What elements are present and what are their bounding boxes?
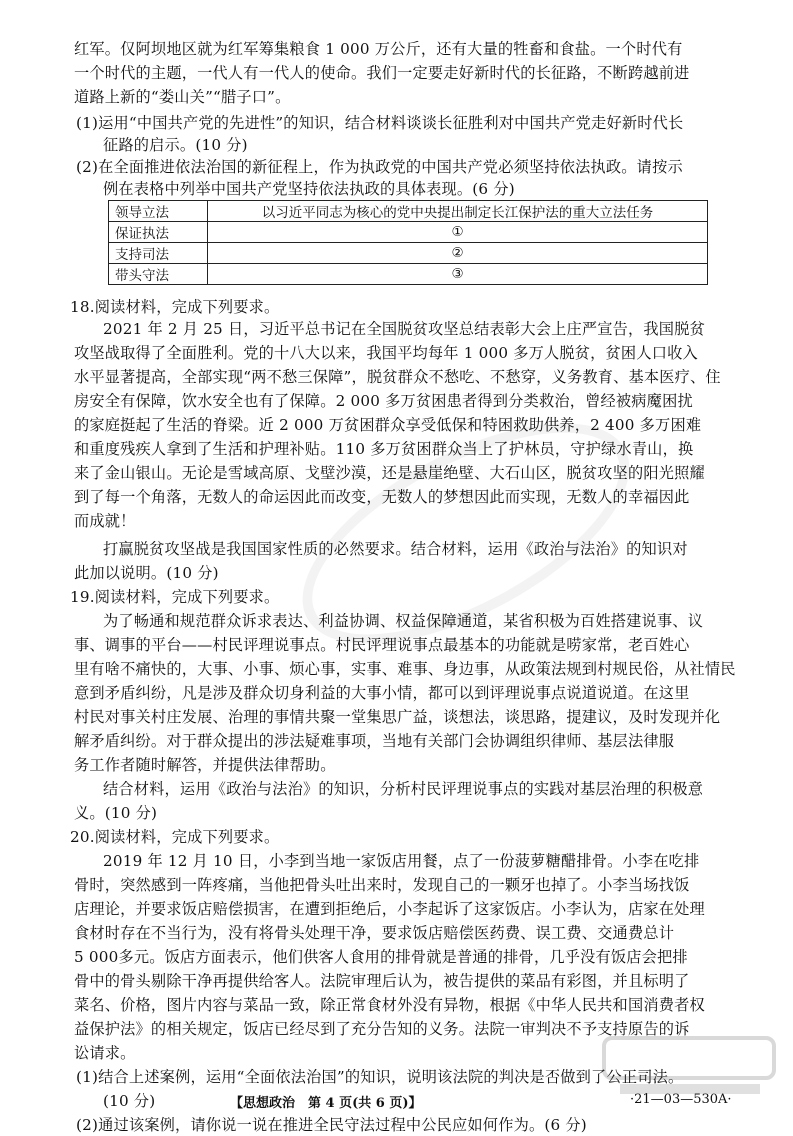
text-line: 2019 年 12 月 10 日，小李到当地一家饭店用餐，点了一份菠萝糖醋排骨。小李在吃排: [103, 852, 700, 870]
table-row: [109, 243, 708, 264]
table-row: [109, 222, 708, 243]
text-line: 食材时存在不当行为，没有将骨头处理干净，要求饭店赔偿医药费、误工费、交通费总计: [74, 924, 675, 942]
text-line: 骨时，突然感到一阵疼痛，当他把骨头吐出来时，发现自己的一颗牙也掉了。小李当场找饭: [74, 876, 690, 894]
text-line: 道路上新的“娄山关”“腊子口”。: [74, 88, 291, 106]
table-cell-value: ②: [208, 243, 708, 264]
text-line: 结合材料，运用《政治与法治》的知识，分析村民评理说事点的实践对基层治理的积极意: [103, 780, 704, 798]
question-heading: 18.阅读材料，完成下列要求。: [70, 298, 280, 316]
text-line: 骨中的骨头剔除干净再提供给客人。法院审理后认为，被告提供的菜品有彩图，并且标明了: [74, 972, 690, 990]
text-line: 为了畅通和规范群众诉求表达、利益协调、权益保障通道，某省积极为百姓搭建说事、议: [103, 612, 704, 630]
text-line: (2)在全面推进依法治国的新征程上，作为执政党的中国共产党必须坚持依法执政。请按示: [76, 158, 683, 176]
text-line: 店理论，并要求饭店赔偿损害，在遭到拒绝后，小李起诉了这家饭店。小李认为，店家在处理: [74, 900, 705, 918]
text-line: 菜名、价格，图片内容与菜品一致，除正常食材外没有异物，根据《中华人民共和国消费者权: [74, 996, 705, 1014]
table-row: [109, 201, 708, 222]
footer-page-info: 【思想政治 第 4 页(共 6 页)】: [230, 1096, 422, 1111]
text-line: 例在表格中列举中国共产党坚持依法执政的具体表现。(6 分): [103, 180, 515, 198]
text-line: 和重度残疾人拿到了生活和护理补贴。110 多万贫困群众当上了护林员，守护绿水青山，换: [74, 440, 694, 458]
text-line: 的家庭挺起了生活的脊梁。近 2 000 万贫困群众享受低保和特困救助供养，2 400 多万困难: [74, 416, 702, 434]
text-line: 5 000多元。饭店方面表示，他们供客人食用的排骨就是普通的排骨，几乎没有饭店会把排: [74, 948, 688, 966]
text-line: 解矛盾纠纷。对于群众提出的涉法疑难事项，当地有关部门会协调组织律师、基层法律服: [74, 732, 675, 750]
text-line: 益保护法》的相关规定，饭店已经尽到了充分告知的义务。法院一审判决不予支持原告的诉: [74, 1020, 690, 1038]
table-cell-value: ③: [208, 264, 708, 285]
text-line: 房安全有保障，饮水安全也有了保障。2 000 多万贫困患者得到分类救治，曾经被病魔困扰: [74, 392, 693, 410]
question-heading: 20.阅读材料，完成下列要求。: [70, 828, 280, 846]
table-cell-label: 支持司法: [109, 243, 208, 264]
text-line: 里有啥不痛快的，大事、小事、烦心事，实事、难事、身边事，从政策法规到村规民俗，从社情民: [74, 660, 736, 678]
text-line: (10 分): [103, 1092, 156, 1110]
text-line: 意到矛盾纠纷，凡是涉及群众切身利益的大事小情，都可以到评理说事点说道说道。在这里: [74, 684, 690, 702]
text-line: 征路的启示。(10 分): [103, 136, 248, 154]
table-cell-value: ①: [208, 222, 708, 243]
text-line: 而成就！: [74, 512, 136, 530]
text-line: 讼请求。: [74, 1044, 136, 1062]
table-cell-label: 带头守法: [109, 264, 208, 285]
footer-code: ·21—03—530A·: [630, 1092, 732, 1107]
text-line: (1)结合上述案例，运用“全面依法治国”的知识，说明该法院的判决是否做到了公正司法。: [76, 1068, 684, 1086]
table-cell-value: 以习近平同志为核心的党中央提出制定长江保护法的重大立法任务: [208, 201, 708, 222]
rule-of-law-table: [108, 200, 708, 285]
text-line: 来了金山银山。无论是雪域高原、戈壁沙漠，还是悬崖绝壁、大石山区，脱贫攻坚的阳光照耀: [74, 464, 705, 482]
text-line: 到了每一个角落，无数人的命运因此而改变，无数人的梦想因此而实现，无数人的幸福因此: [74, 488, 690, 506]
text-line: (1)运用“中国共产党的先进性”的知识，结合材料谈谈长征胜利对中国共产党走好新时代长: [76, 114, 684, 132]
table-cell-label: 领导立法: [109, 201, 208, 222]
text-line: 一个时代的主题，一代人有一代人的使命。我们一定要走好新时代的长征路，不断跨越前进: [74, 64, 690, 82]
text-line: 务工作者随时解答，并提供法律帮助。: [74, 756, 336, 774]
text-line: (2)通过该案例，请你说一说在推进全民守法过程中公民应如何作为。(6 分): [76, 1116, 587, 1134]
text-line: 2021 年 2 月 25 日，习近平总书记在全国脱贫攻坚总结表彰大会上庄严宣告，我国脱贫: [103, 320, 705, 338]
table-row: [109, 264, 708, 285]
text-line: 打赢脱贫攻坚战是我国国家性质的必然要求。结合材料，运用《政治与法治》的知识对: [103, 540, 688, 558]
table-cell-label: 保证执法: [109, 222, 208, 243]
text-line: 攻坚战取得了全面胜利。党的十八大以来，我国平均每年 1 000 多万人脱贫，贫困人口收入: [74, 344, 698, 362]
text-line: 义。(10 分): [74, 804, 158, 822]
text-line: 水平显著提高，全部实现“两不愁三保障”，脱贫群众不愁吃、不愁穿，义务教育、基本医疗、住: [74, 368, 721, 386]
site-logo-watermark: [600, 1032, 780, 1102]
text-line: 村民对事关村庄发展、治理的事情共聚一堂集思广益，谈想法，谈思路，提建议，及时发现并化: [74, 708, 721, 726]
text-line: 事、调事的平台——村民评理说事点。村民评理说事点最基本的功能就是唠家常，老百姓心: [74, 636, 690, 654]
text-line: 此加以说明。(10 分): [74, 564, 219, 582]
question-heading: 19.阅读材料，完成下列要求。: [70, 588, 280, 606]
text-line: 红军。仅阿坝地区就为红军筹集粮食 1 000 万公斤，还有大量的牲畜和食盐。一个时代有: [74, 40, 683, 58]
